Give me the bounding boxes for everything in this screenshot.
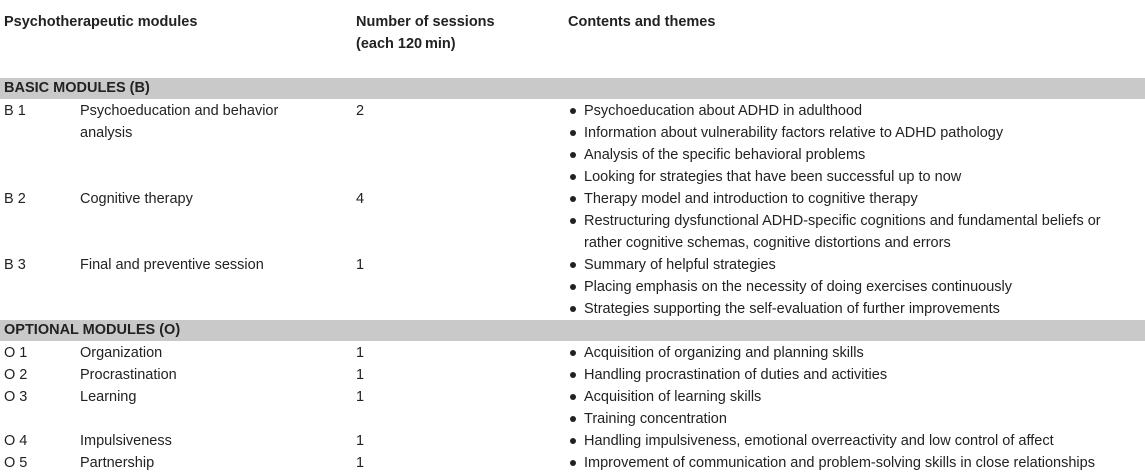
bullet-icon (570, 152, 576, 158)
content-item: Strategies supporting the self-evaluation of further improvements (584, 301, 1000, 317)
row-code: B 3 (4, 257, 26, 273)
row-sessions: 1 (356, 389, 365, 405)
content-item: Restructuring dysfunctional ADHD-specific cognitions and fundamental beliefs or rather cognitive schemas, cognitive distortions and errors (584, 213, 1101, 251)
row-sessions: 4 (356, 191, 365, 207)
header-modules: Psychotherapeutic modules (4, 14, 198, 30)
content-item: Improvement of communication and problem-solving skills in close relationships (584, 455, 1095, 471)
content-item: Therapy model and introduction to cognitive therapy (584, 191, 918, 207)
content-item: Handling impulsiveness, emotional overreactivity and low control of affect (584, 433, 1054, 449)
content-item: Psychoeducation about ADHD in adulthood (584, 103, 863, 119)
row-code: O 5 (4, 455, 28, 471)
bullet-icon (570, 130, 576, 136)
row-module-name: Learning (80, 389, 137, 405)
bullet-icon (570, 350, 576, 356)
bullet-icon (570, 394, 576, 400)
bullet-icon (570, 174, 576, 180)
bullet-icon (570, 460, 576, 466)
row-module-name: Final and preventive session (80, 257, 264, 273)
row-sessions: 1 (356, 367, 365, 383)
bullet-icon (570, 196, 576, 202)
content-item: Looking for strategies that have been successful up to now (584, 169, 962, 185)
row-code: O 2 (4, 367, 28, 383)
content-item: Handling procrastination of duties and activities (584, 367, 888, 383)
row-module-name: Partnership (80, 455, 155, 471)
row-module-name: Organization (80, 345, 163, 361)
row-module-name: Impulsiveness (80, 433, 172, 449)
row-sessions: 1 (356, 455, 365, 471)
content-item: Analysis of the specific behavioral problems (584, 147, 866, 163)
row-module-name: Procrastination (80, 367, 177, 383)
row-code: B 1 (4, 103, 26, 119)
row-code: O 1 (4, 345, 28, 361)
row-sessions: 1 (356, 345, 365, 361)
row-code: O 3 (4, 389, 28, 405)
row-code: O 4 (4, 433, 28, 449)
row-module-name: Cognitive therapy (80, 191, 193, 207)
content-item: Placing emphasis on the necessity of doing exercises continuously (584, 279, 1012, 295)
content-item: Summary of helpful strategies (584, 257, 776, 273)
content-item: Acquisition of learning skills (584, 389, 762, 405)
bullet-icon (570, 306, 576, 312)
row-code: B 2 (4, 191, 26, 207)
row-sessions: 1 (356, 433, 365, 449)
row-sessions: 1 (356, 257, 365, 273)
section-title-basic: BASIC MODULES (B) (4, 80, 150, 96)
header-sessions-line2: (each 120 min) (356, 36, 456, 52)
content-item: Training concentration (584, 411, 727, 427)
bullet-icon (570, 262, 576, 268)
bullet-icon (570, 284, 576, 290)
bullet-icon (570, 416, 576, 422)
row-sessions: 2 (356, 103, 365, 119)
section-title-optional: OPTIONAL MODULES (O) (4, 322, 181, 338)
header-sessions-line1: Number of sessions (356, 14, 495, 30)
section-band-basic (0, 78, 1145, 99)
bullet-icon (570, 438, 576, 444)
bullet-icon (570, 218, 576, 224)
row-module-name: Psychoeducation and behavior analysis (80, 103, 279, 141)
bullet-icon (570, 372, 576, 378)
content-item: Information about vulnerability factors relative to ADHD pathology (584, 125, 1004, 141)
content-item: Acquisition of organizing and planning skills (584, 345, 864, 361)
header-contents: Contents and themes (568, 14, 716, 30)
section-band-optional (0, 320, 1145, 341)
bullet-icon (570, 108, 576, 114)
